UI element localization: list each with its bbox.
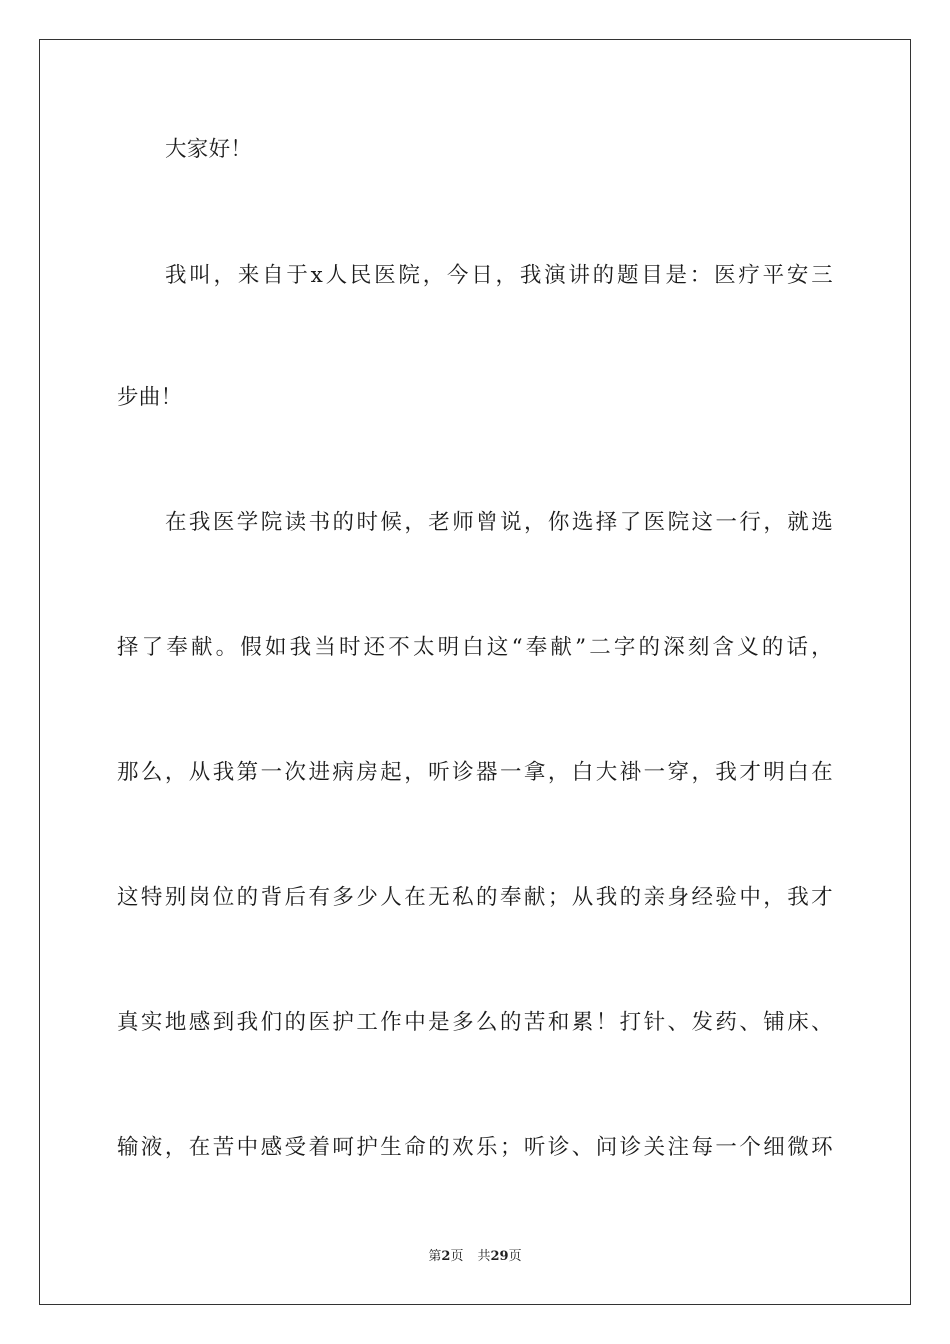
page-border <box>39 39 911 1305</box>
total-suffix: 页 <box>508 1249 522 1264</box>
paragraph-line: 我叫，来自于x人民医院，今日，我演讲的题目是：医疗平安三 <box>165 263 833 288</box>
page-suffix: 页 <box>450 1249 464 1264</box>
paragraph-line: 输液，在苦中感受着呵护生命的欢乐；听诊、问诊关注每一个细微环 <box>117 1135 833 1160</box>
paragraph-line: 在我医学院读书的时候，老师曾说，你选择了医院这一行，就选 <box>165 510 833 535</box>
page-prefix: 第 <box>428 1249 442 1264</box>
paragraph-line: 步曲！ <box>117 385 183 410</box>
page-number: 2 <box>441 1249 451 1264</box>
greeting-line: 大家好！ <box>165 137 253 162</box>
paragraph-line: 那么，从我第一次进病房起，听诊器一拿，白大褂一穿，我才明白在 <box>117 760 833 785</box>
paragraph-line: 真实地感到我们的医护工作中是多么的苦和累！打针、发药、铺床、 <box>117 1010 833 1035</box>
total-prefix: 共 <box>477 1249 491 1264</box>
page-footer <box>0 1248 950 1266</box>
paragraph-line: 这特别岗位的背后有多少人在无私的奉献；从我的亲身经验中，我才 <box>117 885 833 910</box>
paragraph-line: 择了奉献。假如我当时还不太明白这“奉献”二字的深刻含义的话， <box>117 635 833 660</box>
total-pages: 29 <box>490 1249 509 1264</box>
